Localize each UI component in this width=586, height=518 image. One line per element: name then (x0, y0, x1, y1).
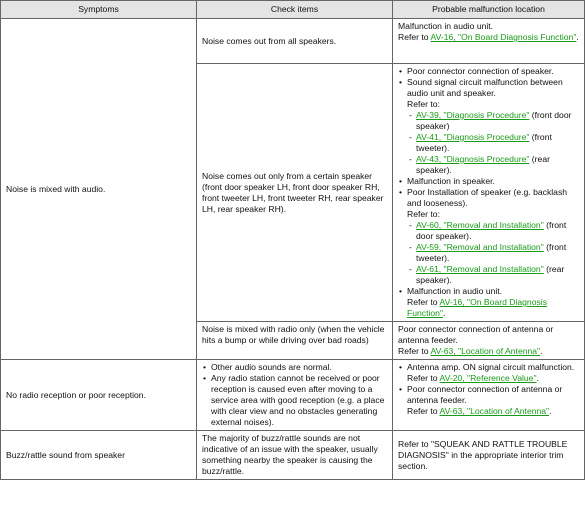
refer-label: Refer to (398, 346, 431, 356)
header-check-items: Check items (197, 1, 393, 19)
refer-label: Refer to (407, 373, 440, 383)
refer-label: Refer to: (407, 209, 440, 219)
location-refer-line (398, 346, 580, 357)
sub-list-item (407, 242, 580, 264)
symptom-no-radio: No radio reception or poor reception. (6, 389, 146, 400)
list-item-text: Malfunction in audio unit. (407, 286, 503, 296)
refer-label: Refer to (407, 406, 440, 416)
check-list (202, 362, 388, 428)
location-text: Poor connector connection of antenna or antenna feeder. (398, 324, 554, 345)
symptom-no-radio-cell (1, 360, 197, 431)
check-certain-speaker-cell (197, 64, 393, 322)
list-item (398, 286, 580, 319)
list-item-text: Malfunction in speaker. (407, 176, 495, 186)
list-item (398, 77, 580, 176)
sub-list-after: (front tweeter). (416, 242, 567, 263)
location-text: Malfunction in audio unit. (398, 21, 494, 31)
location-certain-speaker-cell (393, 64, 585, 322)
list-item (202, 362, 388, 373)
table-row (1, 431, 585, 480)
refer-after: . (443, 308, 446, 318)
refer-label: Refer to (407, 297, 440, 307)
link-av39[interactable]: AV-39, "Diagnosis Procedure" (416, 110, 530, 120)
sub-list-after: (front door speaker) (416, 110, 572, 131)
sub-list-after: (rear speaker). (416, 264, 565, 285)
list-item (398, 362, 580, 384)
header-location: Probable malfunction location (393, 1, 585, 19)
refer-after: . (576, 32, 579, 42)
refer-after: . (549, 406, 552, 416)
location-refer-line (398, 32, 580, 43)
sub-list-item (407, 110, 580, 132)
symptom-buzz: Buzz/rattle sound from speaker (6, 449, 125, 460)
link-av43[interactable]: AV-43, "Diagnosis Procedure" (416, 154, 530, 164)
list-item-text: Any radio station cannot be received or poor reception is caused even after moving to a service area with good reception (e.g. a place with clear view and no obstacles generating external noises). (211, 373, 385, 427)
sub-list-item (407, 154, 580, 176)
header-row (1, 1, 585, 19)
check-certain-speaker: Noise comes out only from a certain speaker (front door speaker LH, front door speaker RH, front tweeter LH, front tweeter RH, rear speaker LH, rear speaker RH). (202, 170, 384, 214)
list-item-text: Other audio sounds are normal. (211, 362, 332, 372)
link-av61[interactable]: AV-61, "Removal and Installation" (416, 264, 544, 274)
location-radio-noise-cell (393, 322, 585, 360)
link-av59[interactable]: AV-59, "Removal and Installation" (416, 242, 544, 252)
link-av16[interactable]: AV-16, "On Board Diagnosis Function" (407, 297, 547, 318)
location-all-speakers-cell (393, 19, 585, 64)
check-radio-noise-cell (197, 322, 393, 360)
location-list (398, 66, 580, 319)
location-no-radio-cell (393, 360, 585, 431)
link-av16[interactable]: AV-16, "On Board Diagnosis Function" (430, 32, 577, 42)
link-av63[interactable]: AV-63, "Location of Antenna" (439, 406, 550, 416)
sub-list-after: (front tweeter). (416, 132, 552, 153)
table-row (1, 360, 585, 431)
refer-label: Refer to (398, 32, 431, 42)
list-item (398, 66, 580, 77)
symptom-buzz-cell (1, 431, 197, 480)
check-no-radio-cell (197, 360, 393, 431)
link-av20[interactable]: AV-20, "Reference Value" (439, 373, 537, 383)
location-refer-line (407, 297, 580, 319)
list-item (398, 384, 580, 417)
list-item-text: Poor connector connection of speaker. (407, 66, 554, 76)
location-buzz: Refer to "SQUEAK AND RATTLE TROUBLE DIAGNOSIS" in the appropriate interior trim section. (398, 438, 568, 471)
list-item-text: Sound signal circuit malfunction between audio unit and speaker. (407, 77, 563, 98)
location-refer-line (407, 373, 580, 384)
link-av63[interactable]: AV-63, "Location of Antenna" (430, 346, 541, 356)
refer-after: . (536, 373, 539, 383)
sub-list-item (407, 220, 580, 242)
check-buzz: The majority of buzz/rattle sounds are not indicative of an issue with the speaker, usually something nearby the speaker is causing the buzz/rattle. (202, 433, 378, 476)
link-av41[interactable]: AV-41, "Diagnosis Procedure" (416, 132, 530, 142)
link-av60[interactable]: AV-60, "Removal and Installation" (416, 220, 544, 230)
check-all-speakers: Noise comes out from all speakers. (202, 35, 337, 46)
list-item-text: Poor Installation of speaker (e.g. backlash and looseness). (407, 187, 568, 208)
list-item (398, 176, 580, 187)
refer-after: . (540, 346, 543, 356)
sub-list (407, 220, 580, 286)
sub-list-after: (rear speaker). (416, 154, 550, 175)
check-radio-noise: Noise is mixed with radio only (when the vehicle hits a bump or while driving over bad roads) (202, 324, 385, 345)
check-all-speakers-cell (197, 19, 393, 64)
location-list (398, 362, 580, 417)
sub-list (407, 110, 580, 176)
list-item (202, 373, 388, 428)
header-symptoms: Symptoms (1, 1, 197, 19)
location-buzz-cell (393, 431, 585, 480)
check-buzz-cell (197, 431, 393, 480)
table-row (1, 19, 585, 64)
list-item (398, 187, 580, 286)
symptom-noise-cell (1, 19, 197, 360)
sub-list-item (407, 264, 580, 286)
refer-label: Refer to: (407, 99, 440, 109)
list-item-text: Poor connector connection of antenna or antenna feeder. (407, 384, 563, 405)
symptom-noise: Noise is mixed with audio. (6, 183, 106, 194)
sub-list-after: (front door speaker). (416, 220, 567, 241)
sub-list-item (407, 132, 580, 154)
list-item-text: Antenna amp. ON signal circuit malfunction. (407, 362, 575, 372)
location-refer-line (407, 406, 580, 417)
